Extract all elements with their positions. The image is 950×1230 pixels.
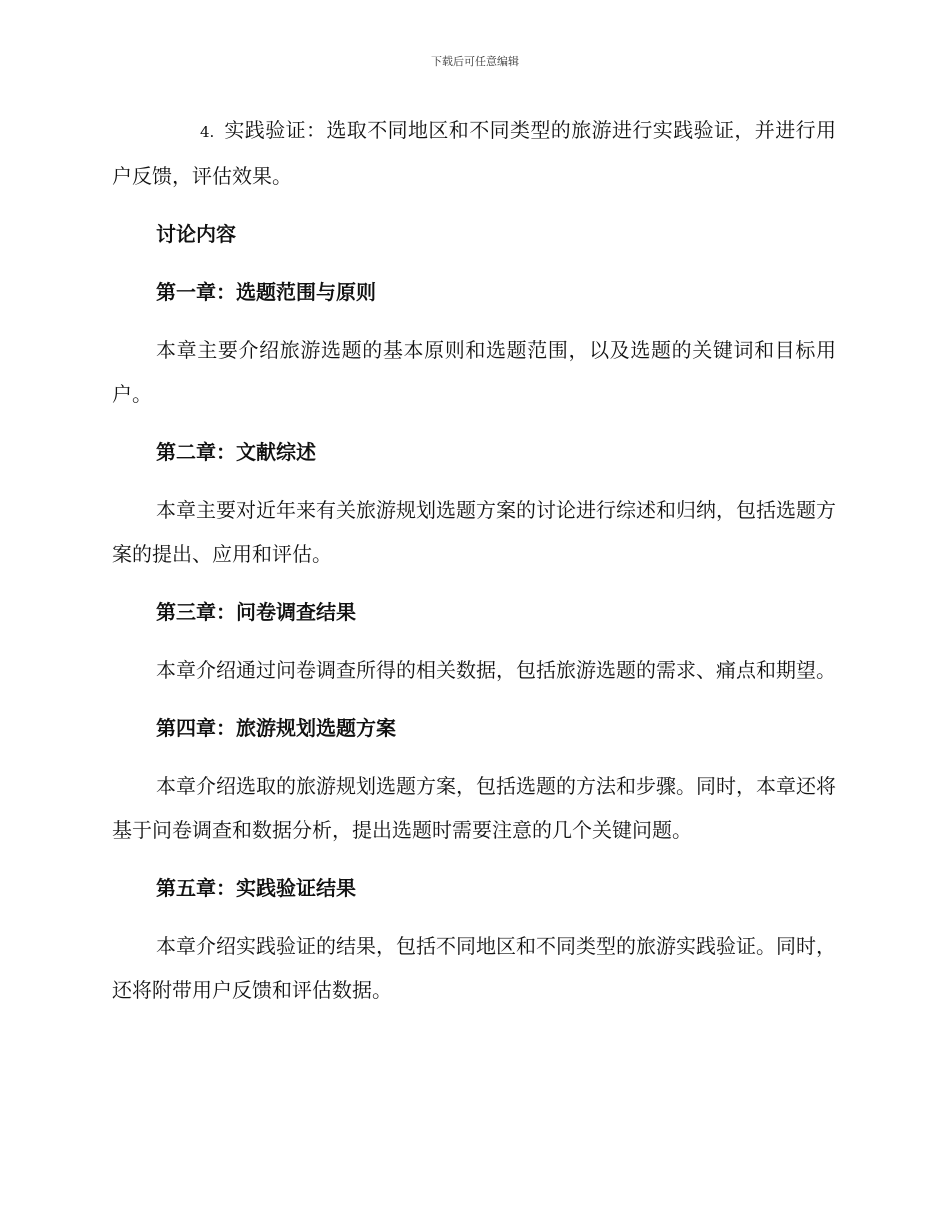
chapter-3-body: 本章介绍通过问卷调查所得的相关数据，包括旅游选题的需求、痛点和期望。 — [156, 658, 836, 682]
item-number: 4. — [200, 123, 215, 141]
numbered-item — [112, 108, 836, 198]
chapter-5-body: 本章介绍实践验证的结果，包括不同地区和不同类型的旅游实践验证。同时，还将附带用户反馈和评估数据。 — [112, 934, 836, 1002]
item-text: 实践验证：选取不同地区和不同类型的旅游进行实践验证，并进行用户反馈，评估效果。 — [112, 118, 836, 188]
chapter-3-title: 第三章：问卷调查结果 — [156, 600, 356, 624]
document-body — [112, 108, 836, 1026]
chapter-4-body: 本章介绍选取的旅游规划选题方案，包括选题的方法和步骤。同时，本章还将基于问卷调查和数据分析，提出选题时需要注意的几个关键问题。 — [112, 774, 836, 842]
chapter-4-title: 第四章：旅游规划选题方案 — [156, 716, 396, 740]
chapter-1-title: 第一章：选题范围与原则 — [156, 280, 376, 304]
chapter-5-title: 第五章：实践验证结果 — [156, 876, 356, 900]
chapter-2-title: 第二章：文献综述 — [156, 440, 316, 464]
chapter-2-body: 本章主要对近年来有关旅游规划选题方案的讨论进行综述和归纳，包括选题方案的提出、应用和评估。 — [112, 498, 836, 566]
page-header: 下载后可任意编辑 — [431, 55, 519, 68]
chapter-1-body: 本章主要介绍旅游选题的基本原则和选题范围，以及选题的关键词和目标用户。 — [112, 338, 836, 406]
discussion-heading: 讨论内容 — [156, 222, 236, 246]
